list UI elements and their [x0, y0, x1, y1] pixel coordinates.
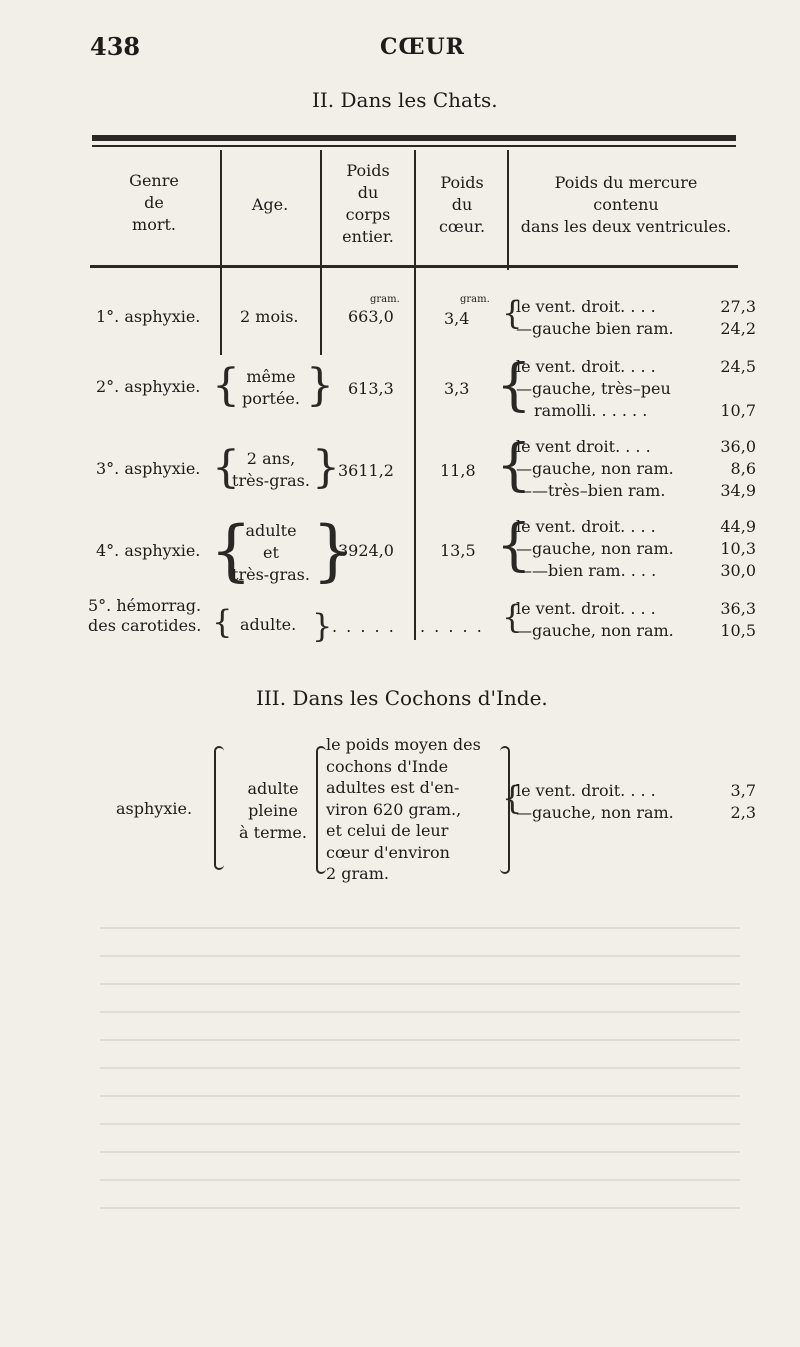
mercure-value: 36,0 [720, 437, 756, 456]
mercure-value: 36,3 [720, 599, 756, 618]
header-rule [90, 265, 738, 268]
brace-right-icon: } [312, 512, 354, 589]
cell-genre: 4°. asphyxie. [96, 541, 201, 560]
column-divider-1 [220, 150, 222, 355]
cell-note: le poids moyen des cochons d'Inde adultes est d'en- viron 620 gram., et celui de leur cœur d'environ 2 gram. [326, 735, 481, 883]
brace-icon: { [502, 598, 523, 636]
table-top-rule [92, 135, 736, 141]
mercure-line [516, 598, 756, 620]
mercure-line [516, 436, 756, 458]
mercure-value: 30,0 [720, 561, 756, 580]
mercure-line [516, 516, 756, 538]
mercure-value: 34,9 [720, 481, 756, 500]
mercure-value: 44,9 [720, 517, 756, 536]
mercure-value: 10,5 [720, 621, 756, 640]
mercure-line [516, 356, 756, 378]
unit-gram-coeur: gram. [460, 294, 490, 305]
cell-age: adulte et très-gras. [232, 521, 310, 584]
cell-poids-corps: 663,0 [348, 307, 394, 326]
mercure-label: —gauche, non ram. [516, 539, 674, 558]
mercure-label: le vent. droit. . . . [516, 517, 656, 536]
brace-icon: { [502, 779, 523, 817]
cell-age: adulte pleine à terme. [239, 779, 307, 842]
mercure-label: —gauche bien ram. [516, 319, 674, 338]
mercure-line [516, 480, 756, 502]
mercure-line [516, 802, 756, 824]
cell-genre: 3°. asphyxie. [96, 459, 201, 478]
cell-genre: asphyxie. [116, 799, 193, 818]
page-number: 438 [90, 32, 141, 61]
mercure-label: le vent. droit. . . . [516, 599, 656, 618]
brace-left-icon: { [212, 360, 240, 411]
brace-icon: { [496, 513, 532, 578]
column-divider-2 [320, 150, 322, 355]
mercure-label: —gauche, non ram. [516, 459, 674, 478]
mercure-value: 24,2 [720, 319, 756, 338]
table-top-rule-thin [92, 145, 736, 147]
running-head: CŒUR [380, 34, 465, 60]
mercure-label: ——très–bien ram. [516, 481, 666, 500]
mercure-line [516, 378, 756, 400]
cell-poids-coeur: 3,4 [444, 309, 470, 328]
mercure-list [516, 296, 756, 340]
mercure-line [516, 620, 756, 642]
mercure-value: 2,3 [730, 803, 756, 822]
header-age: Age. [251, 195, 289, 214]
mercure-line [516, 538, 756, 560]
brace-icon: { [496, 433, 532, 498]
cell-poids-coeur: 13,5 [440, 541, 476, 560]
brace-left-icon: { [212, 442, 240, 493]
mercure-list [516, 356, 756, 422]
cell-poids-corps: . . . . . [332, 617, 396, 636]
mercure-label: le vent. droit. . . . [516, 297, 656, 316]
mercure-value: 10,3 [720, 539, 756, 558]
brace-left-icon [316, 746, 326, 874]
mercure-label: le vent. droit. . . . [516, 781, 656, 800]
mercure-line [516, 780, 756, 802]
cell-genre: 5°. hémorrag. des carotides. [88, 596, 202, 635]
brace-right-icon: } [312, 607, 333, 645]
cell-poids-corps: 3924,0 [338, 541, 394, 560]
mercure-value: 24,5 [720, 357, 756, 376]
mercure-label: ——bien ram. . . . [516, 561, 657, 580]
mercure-list [516, 780, 756, 824]
brace-left-icon [214, 746, 224, 870]
brace-left-icon: { [212, 603, 233, 641]
mercure-label: —gauche, très–peu [516, 379, 671, 398]
mercure-line [516, 458, 756, 480]
header-genre: Genre de mort. [129, 171, 179, 234]
cell-poids-corps: 3611,2 [338, 461, 394, 480]
header-poids-corps: Poids du corps entier. [342, 161, 394, 246]
mercure-label: le vent droit. . . . [516, 437, 651, 456]
column-divider-4 [507, 150, 509, 270]
mercure-list [516, 516, 756, 582]
cell-poids-corps: 613,3 [348, 379, 394, 398]
unit-gram-corps: gram. [370, 294, 400, 305]
mercure-line [516, 560, 756, 582]
header-poids-coeur: Poids du cœur. [438, 173, 486, 236]
mercure-line [516, 318, 756, 340]
cell-age: adulte. [240, 615, 297, 634]
mercure-label: ramolli. . . . . . [534, 401, 648, 420]
mercure-value: 8,6 [730, 459, 756, 478]
brace-icon: { [496, 353, 532, 418]
section-2-title: II. Dans les Chats. [312, 88, 498, 112]
mercure-list [516, 436, 756, 502]
column-divider-3 [414, 150, 416, 640]
section-3-title: III. Dans les Cochons d'Inde. [256, 686, 548, 710]
mercure-value: 3,7 [730, 781, 756, 800]
mercure-value: 10,7 [720, 401, 756, 420]
mercure-label: le vent. droit. . . . [516, 357, 656, 376]
header-mercure: Poids du mercure contenu dans les deux ventricules. [520, 173, 732, 236]
brace-right-icon: } [312, 442, 340, 493]
mercure-label: —gauche, non ram. [516, 803, 674, 822]
cell-age: 2 ans, très-gras. [232, 449, 310, 490]
cell-poids-coeur: 11,8 [440, 461, 476, 480]
mercure-value: 27,3 [720, 297, 756, 316]
cell-genre: 2°. asphyxie. [96, 377, 201, 396]
mercure-line [516, 296, 756, 318]
cell-genre: 1°. asphyxie. [96, 307, 201, 326]
brace-right-icon: } [306, 360, 334, 411]
mercure-label: —gauche, non ram. [516, 621, 674, 640]
cell-age: 2 mois. [240, 307, 299, 326]
mercure-list [516, 598, 756, 642]
cell-poids-coeur: 3,3 [444, 379, 470, 398]
bleed-through-texture [100, 927, 740, 1227]
cell-age: même portée. [242, 367, 300, 408]
cell-poids-coeur: . . . . . [420, 617, 484, 636]
brace-icon: { [502, 294, 523, 332]
mercure-line [516, 400, 756, 422]
brace-left-icon: { [210, 512, 252, 589]
